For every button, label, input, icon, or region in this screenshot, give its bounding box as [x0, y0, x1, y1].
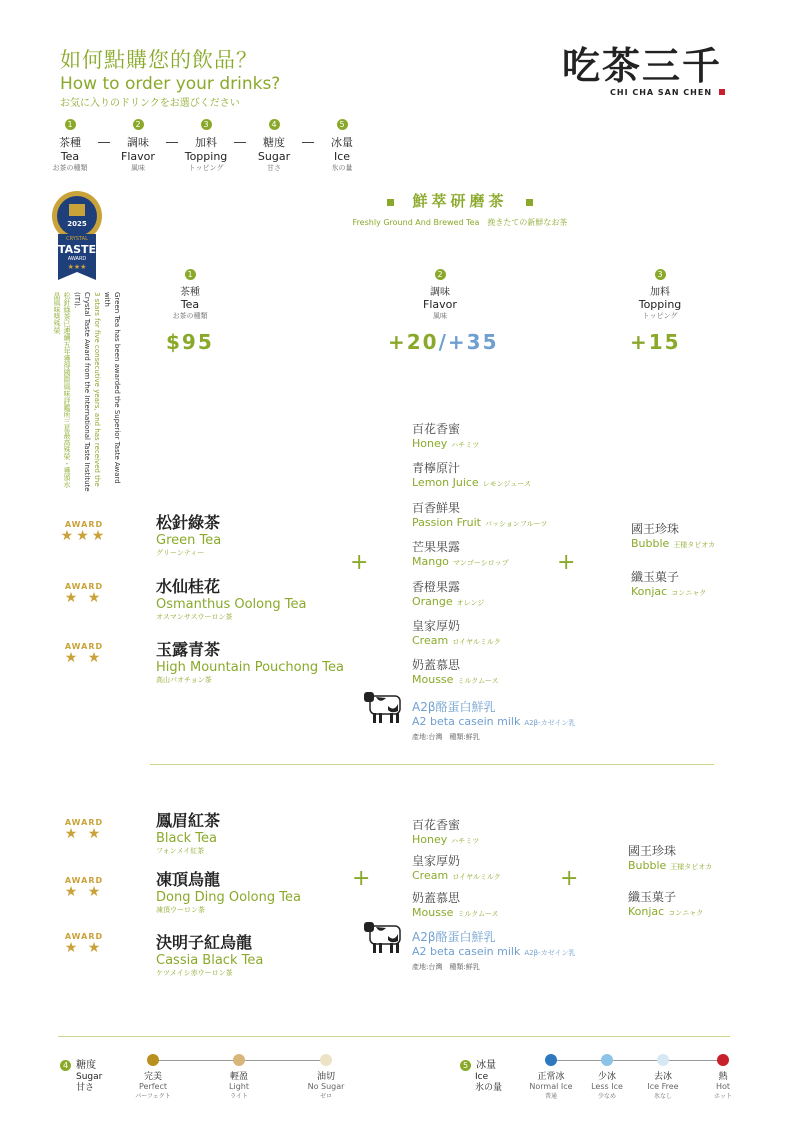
ice-dot — [657, 1054, 669, 1066]
header — [60, 44, 280, 109]
flavor-item: 芒果果露 Mango マンゴーシロップ — [412, 540, 509, 568]
flavor-item: 皇家厚奶 Cream ロイヤルミルク — [412, 854, 501, 882]
topping-item: 纖玉菓子 Konjac コンニャク — [628, 890, 704, 918]
tea-item: 凍頂烏龍 Dong Ding Oolong Tea 凍頂ウーロン茶 — [156, 870, 301, 914]
column-head-flavor: 2 調味 Flavor 風味 — [423, 270, 457, 320]
page-title-en: How to order your drinks? — [60, 74, 281, 94]
award-stars: AWARD ★ ★ — [64, 932, 104, 956]
sugar-option: 油切 No Sugar ゼロ — [296, 1054, 356, 1100]
column-head-topping: 3 加料 Topping トッピング — [638, 270, 682, 320]
tea-item: 水仙桂花 Osmanthus Oolong Tea オスマンサスウーロン茶 — [156, 577, 307, 621]
cow-icon — [364, 914, 408, 962]
flavor-item: 百花香蜜 Honey ハチミツ — [412, 422, 480, 450]
ice-option: 少冰 Less Ice 少なめ — [577, 1054, 637, 1100]
step-divider — [166, 142, 178, 143]
tea-item: 玉露青茶 High Mountain Pouchong Tea 高山パオチョン茶 — [156, 640, 344, 684]
step-tea: 1 茶種 Tea お茶の種類 — [52, 120, 88, 172]
ice-legend-label: 5 冰量 — [460, 1053, 496, 1072]
step-divider — [302, 142, 314, 143]
price-flavor: +20/+35 — [388, 330, 499, 354]
award-note: Green Tea has been awarded the Superior Taste Award with 3 stars for five consecutive years, and has received the Crystal Taste Award from the International Taste Institute (ITI). 松針綠茶已連續五年獲得國際風味評鑑所三星最高殊榮・獲頒水晶風味獎殊榮 — [53, 292, 121, 492]
topping-item: 國王珍珠 Bubble 王様タピオカ — [631, 522, 716, 550]
order-steps — [48, 112, 364, 173]
step-divider — [98, 142, 110, 143]
ice-dot — [717, 1054, 729, 1066]
price-topping: +15 — [630, 330, 681, 354]
taste-award-badge: 2025 CRYSTAL TASTE AWARD ★★★ — [50, 190, 104, 286]
tea-item: 松針綠茶 Green Tea グリーンティー — [156, 513, 222, 557]
tea-item: 鳳眉紅茶 Black Tea フォンメイ紅茶 — [156, 811, 221, 855]
ice-option: 正常冰 Normal Ice 普通 — [521, 1054, 581, 1100]
page-title-jp: お気に入りのドリンクをお選びください — [60, 98, 240, 109]
seal-icon — [719, 89, 725, 95]
topping-item: 國王珍珠 Bubble 王様タピオカ — [628, 844, 713, 872]
milk-item: A2β酪蛋白鮮乳 A2 beta casein milk A2β-カゼイン乳 產地:台灣 種類:鮮乳 — [412, 700, 576, 741]
footer-divider — [58, 1036, 730, 1037]
group-divider — [150, 764, 714, 765]
sugar-legend-caption: Sugar 甘さ — [76, 1072, 103, 1093]
sugar-dot — [147, 1054, 159, 1066]
topping-item: 纖玉菓子 Konjac コンニャク — [631, 570, 707, 598]
plus-icon: + — [557, 550, 576, 575]
plus-icon: + — [352, 866, 371, 891]
tea-item: 決明子紅烏龍 Cassia Black Tea ケツメイシ赤ウーロン茶 — [156, 933, 264, 977]
flavor-item: 奶蓋慕思 Mousse ミルクムース — [412, 891, 499, 919]
ice-dot — [545, 1054, 557, 1066]
award-stars: AWARD ★★★ — [60, 520, 108, 544]
ice-legend-caption: Ice 氷の量 — [475, 1072, 503, 1093]
flavor-item: 青檸原汁 Lemon Juice レモンジュース — [412, 461, 532, 489]
step-topping: 3 加料 Topping トッピング — [184, 120, 228, 172]
award-stars: AWARD ★ ★ — [64, 876, 104, 900]
flavor-item: 皇家厚奶 Cream ロイヤルミルク — [412, 619, 501, 647]
sugar-option: 輕盈 Light ライト — [209, 1054, 269, 1100]
step-flavor: 2 調味 Flavor 風味 — [121, 120, 155, 172]
brand-name: 吃茶三千 — [562, 43, 723, 88]
step-divider — [234, 142, 246, 143]
plus-icon: + — [560, 866, 579, 891]
award-stars: AWARD ★ ★ — [64, 642, 104, 666]
ice-option: 去冰 Ice Free 氷なし — [633, 1054, 693, 1100]
flavor-item: 奶蓋慕思 Mousse ミルクムース — [412, 658, 499, 686]
flavor-item: 百花香蜜 Honey ハチミツ — [412, 818, 480, 846]
sugar-legend-label: 4 糖度 — [60, 1053, 96, 1072]
ice-option: 熱 Hot ホット — [693, 1054, 753, 1100]
milk-item: A2β酪蛋白鮮乳 A2 beta casein milk A2β-カゼイン乳 產地:台灣 種類:鮮乳 — [412, 930, 576, 971]
brand-romanized: CHI CHA SAN CHEN — [610, 88, 742, 97]
sugar-option: 完美 Perfect パーフェクト — [123, 1054, 183, 1100]
column-head-tea: 1 茶種 Tea お茶の種類 — [172, 270, 208, 320]
plus-icon: + — [350, 550, 369, 575]
sugar-dot — [320, 1054, 332, 1066]
brand-logo — [562, 44, 742, 97]
award-stars: AWARD ★ ★ — [64, 582, 104, 606]
step-ice: 5 冰量 Ice 氷の量 — [331, 120, 353, 172]
cow-icon — [364, 684, 408, 732]
ice-dot — [601, 1054, 613, 1066]
section-header — [300, 190, 620, 228]
award-stars: AWARD ★ ★ — [64, 818, 104, 842]
flavor-item: 百香鮮果 Passion Fruit パッションフルーツ — [412, 501, 548, 529]
sugar-dot — [233, 1054, 245, 1066]
flavor-item: 香橙果露 Orange オレンジ — [412, 580, 485, 608]
price-tea: $95 — [166, 330, 214, 354]
page-title-zh: 如何點購您的飲品？ — [60, 48, 258, 72]
step-sugar: 4 糖度 Sugar 甘さ — [257, 120, 291, 172]
section-subtitle: Freshly Ground And Brewed Tea 挽きたての新鮮なお茶 — [352, 218, 568, 227]
section-title: 鮮萃研磨茶 — [300, 190, 620, 211]
